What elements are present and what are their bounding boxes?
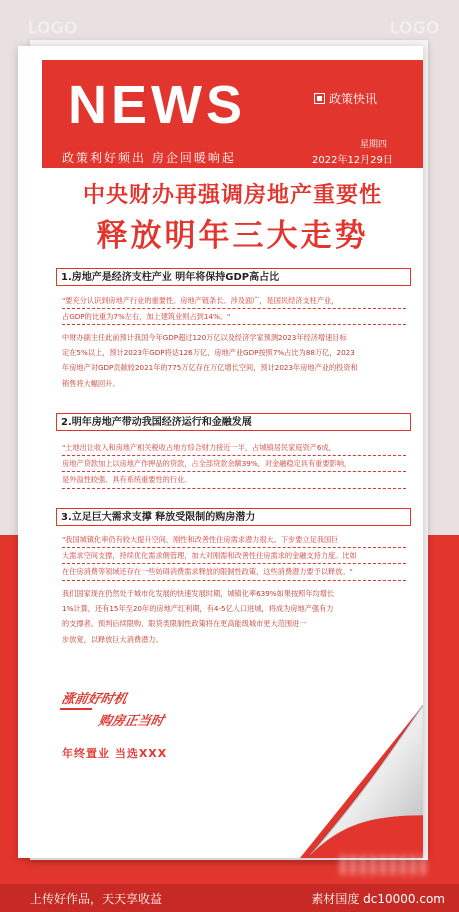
logo-watermark-left: LOGO (28, 18, 78, 37)
section-1-body (62, 330, 406, 391)
section-3-quote-line: 在住房消费等领域还存在一些妨碍消费需求释放的限制性政策，这些消费潜力要予以释放。" (62, 564, 406, 580)
footer-bar (0, 884, 459, 912)
checkbox-icon (314, 93, 325, 104)
section-1-body-line: 年房地产对GDP贡献较2021年的775万亿存在万亿增长空间，预计2023年房地产业的投资和 (62, 363, 358, 373)
decorative-blur (340, 855, 430, 875)
section-1-title: 1.房地产是经济支柱产业 明年将保持GDP高占比 (56, 268, 411, 286)
masthead-title: NEWS (68, 75, 246, 135)
masthead-weekday: 星期四 (360, 140, 388, 150)
promo-line-2: 购房正当时 (96, 714, 166, 729)
page-curl-graphic (300, 705, 423, 858)
section-1-quote-line: "要充分认识到房地产行业的重要性。房地产链条长、涉及面广，是国民经济支柱产业， (62, 293, 406, 309)
promo-line-1: 涨前好时机 (59, 692, 129, 707)
section-3-quote-line: "我国城镇化率仍有较大提升空间，刚性和改善性住房需求潜力很大。下步要立足我国巨 (62, 532, 406, 548)
promo-contact: 年终置业 当选XXX (62, 747, 168, 760)
section-3-body-line: 的支撑者。预判后续限购、限贷类限制性政策将在更高能级城市更大范围进一 (62, 619, 307, 629)
footer-site: 素材国度 dc10000.com (311, 892, 445, 906)
category-tag-label: 政策快讯 (329, 92, 378, 106)
category-tag (314, 90, 377, 107)
section-3-quote-line: 大需求空间支撑，持续优化需求侧管理，加大对刚需和改善性住房需求的金融支持力度。比如 (62, 548, 406, 564)
section-3-body-line: 我们国家现在仍然处于城市化发展的快速发展时期，城镇化率639%如果按照年均增长 (62, 589, 335, 598)
section-1-body-line: 销售将大幅回升。 (62, 378, 120, 388)
section-2-quote-line: "土地出让收入和房地产相关税收占地方综合财力接近一半，占城镇居民家庭资产6成， (62, 440, 406, 456)
masthead-slogan: 政策利好频出 房企回暖响起 (62, 151, 236, 165)
section-2-quote-line: 是外溢性较强、具有系统重要性的行业。 (62, 472, 406, 488)
section-3-body-line: 步放宽，以释放巨大消费潜力。 (62, 634, 163, 644)
section-3-title: 3.立足巨大需求支撑 释放受限制的购房潜力 (56, 508, 411, 526)
section-1-body-line: 定在5%以上，预计2023年GDP将达126万亿，房地产业GDP按照7%占比为88万亿，2023 (62, 348, 355, 358)
promo-underline (60, 708, 92, 710)
section-1-quote-line: 占GDP的比重为7%左右，加上建筑业则占到14%。" (62, 309, 406, 325)
section-2-quote-line: 房地产贷款加上以房地产作押品的贷款，占全部贷款余额39%，对金融稳定具有重要影响， (62, 456, 406, 472)
section-3-body (62, 586, 406, 647)
section-1-body-line: 中财办副主任此前预计我国今年GDP超过120万亿以及经济学家预测2023年经济增速目标 (62, 333, 347, 342)
headline-line-1: 中央财办再强调房地产重要性 (82, 183, 382, 208)
section-3-quote (62, 532, 406, 581)
footer-slogan: 上传好作品，天天享收益 (30, 892, 163, 906)
masthead-date: 2022年12月29日 (312, 155, 393, 166)
section-1-quote (62, 293, 406, 325)
section-2-title: 2.明年房地产带动我国经济运行和金融发展 (56, 413, 411, 431)
logo-watermark-right: LOGO (390, 18, 440, 37)
section-2-quote (62, 440, 406, 489)
headline-line-2: 释放明年三大走势 (96, 218, 369, 254)
section-3-body-line: 1%计算，还有15年至20年的房地产红利期，有4-5亿人口进城，将成为房地产强有力 (62, 604, 334, 614)
